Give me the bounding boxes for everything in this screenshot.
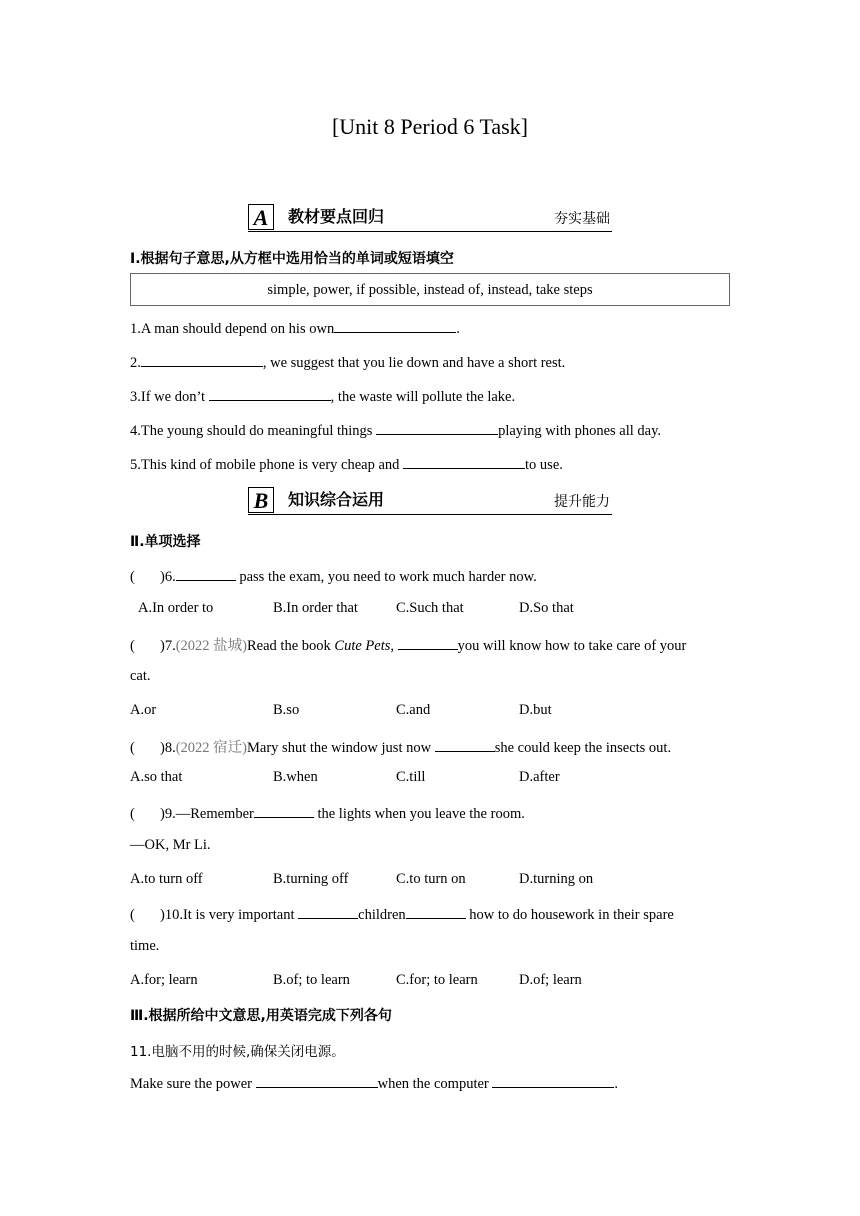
section2-heading: Ⅱ.单项选择 — [130, 534, 201, 550]
question-8-text: Mary shut the window just now — [247, 740, 435, 756]
answer-blank[interactable] — [398, 635, 458, 650]
option-a: A.so that — [130, 769, 183, 785]
question-7-rest: you will know how to take care of your — [457, 638, 687, 654]
question-7-continued: cat. — [130, 668, 151, 684]
banner-b-underline — [248, 514, 612, 515]
question-4-text: 4.The young should do meaningful things — [130, 423, 377, 439]
question-8-rest: she could keep the insects out. — [494, 740, 672, 756]
question-11-text: Make sure the power — [130, 1076, 256, 1092]
question-3-text: 3.If we don’t — [130, 389, 209, 405]
question-5-tail: to use. — [525, 457, 563, 473]
question-7 — [130, 634, 686, 655]
question-8 — [130, 736, 671, 757]
question-11-mid: when the computer — [377, 1076, 493, 1092]
question-9-number: )9. — [160, 806, 176, 822]
question-5 — [130, 454, 563, 474]
option-a: A.for; learn — [130, 972, 198, 988]
question-2-text: 2. — [130, 355, 141, 371]
option-d: D.So that — [519, 600, 574, 616]
answer-paren-open: ( — [130, 638, 135, 654]
question-6-text: pass the exam, you need to work much harder now. — [235, 569, 537, 585]
banner-b-subtitle: 提升能力 — [554, 494, 610, 510]
question-1-text: 1.A man should depend on his own — [130, 321, 335, 337]
question-11-chinese: 11.电脑不用的时候,确保关闭电源。 — [130, 1044, 345, 1060]
question-9 — [130, 803, 525, 823]
answer-blank[interactable] — [403, 454, 525, 469]
answer-blank[interactable] — [492, 1073, 614, 1088]
banner-b-letter: B — [248, 487, 274, 513]
answer-blank[interactable] — [334, 318, 456, 333]
question-11 — [130, 1073, 618, 1093]
answer-blank[interactable] — [209, 386, 331, 401]
option-d: D.but — [519, 702, 552, 718]
question-3-tail: , the waste will pollute the lake. — [330, 389, 516, 405]
question-7-comma: , — [390, 638, 398, 654]
option-c: C.to turn on — [396, 871, 466, 887]
option-a: A.or — [130, 702, 157, 718]
banner-a-subtitle: 夯实基础 — [554, 211, 610, 227]
banner-a-letter: A — [248, 204, 274, 230]
answer-blank[interactable] — [256, 1073, 378, 1088]
question-10 — [130, 904, 674, 924]
question-6 — [130, 566, 537, 586]
option-c: C.till — [396, 769, 426, 785]
option-b: B.of; to learn — [273, 972, 350, 988]
question-9-text: —Remember — [175, 806, 254, 822]
question-4-tail: playing with phones all day. — [498, 423, 662, 439]
option-c: C.and — [396, 702, 431, 718]
answer-paren-open: ( — [130, 740, 135, 756]
option-b: B.turning off — [273, 871, 349, 887]
option-c: C.for; to learn — [396, 972, 478, 988]
question-7-text: Read the book — [247, 638, 335, 654]
section1-heading: Ⅰ.根据句子意思,从方框中选用恰当的单词或短语填空 — [130, 251, 454, 267]
banner-a-title: 教材要点回归 — [288, 207, 385, 226]
option-a: A.to turn off — [130, 871, 203, 887]
answer-paren-open: ( — [130, 569, 135, 585]
section-banner-a — [248, 202, 612, 232]
question-8-source: (2022 宿迁) — [175, 740, 248, 756]
section3-heading: Ⅲ.根据所给中文意思,用英语完成下列各句 — [130, 1008, 392, 1024]
question-7-number: )7. — [160, 638, 176, 654]
answer-blank[interactable] — [176, 566, 236, 581]
question-9-rest: the lights when you leave the room. — [313, 806, 525, 822]
question-2-tail: , we suggest that you lie down and have a short rest. — [262, 355, 566, 371]
question-10-mid: children — [358, 907, 406, 923]
book-title: Cute Pets — [334, 638, 391, 654]
answer-paren-open: ( — [130, 806, 135, 822]
question-2 — [130, 352, 565, 372]
question-10-text: It is very important — [182, 907, 299, 923]
question-4 — [130, 420, 661, 440]
option-d: D.after — [519, 769, 560, 785]
option-a: A.In order to — [138, 600, 214, 616]
answer-blank[interactable] — [298, 904, 358, 919]
question-11-end: . — [614, 1076, 619, 1092]
banner-b-title: 知识综合运用 — [288, 490, 385, 509]
answer-blank[interactable] — [435, 737, 495, 752]
question-1 — [130, 318, 460, 338]
question-8-number: )8. — [160, 740, 176, 756]
banner-a-underline — [248, 231, 612, 232]
question-5-text: 5.This kind of mobile phone is very cheap and — [130, 457, 404, 473]
question-6-number: )6. — [160, 569, 176, 585]
answer-blank[interactable] — [254, 803, 314, 818]
option-b: B.In order that — [273, 600, 358, 616]
answer-paren-open: ( — [130, 907, 135, 923]
question-9-reply: —OK, Mr Li. — [130, 837, 211, 853]
option-b: B.so — [273, 702, 300, 718]
question-3 — [130, 386, 515, 406]
question-7-source: (2022 盐城) — [175, 638, 248, 654]
question-10-rest: how to do housework in their spare — [465, 907, 674, 923]
answer-blank[interactable] — [406, 904, 466, 919]
word-box: simple, power, if possible, instead of, instead, take steps — [130, 273, 730, 306]
answer-blank[interactable] — [141, 352, 263, 367]
option-b: B.when — [273, 769, 318, 785]
section-banner-b — [248, 485, 612, 515]
answer-blank[interactable] — [376, 420, 498, 435]
option-d: D.of; learn — [519, 972, 582, 988]
option-c: C.Such that — [396, 600, 464, 616]
page-title: [Unit 8 Period 6 Task] — [331, 114, 529, 139]
question-10-continued: time. — [130, 938, 160, 954]
question-1-tail: . — [456, 321, 460, 337]
option-d: D.turning on — [519, 871, 594, 887]
question-10-number: )10. — [160, 907, 183, 923]
